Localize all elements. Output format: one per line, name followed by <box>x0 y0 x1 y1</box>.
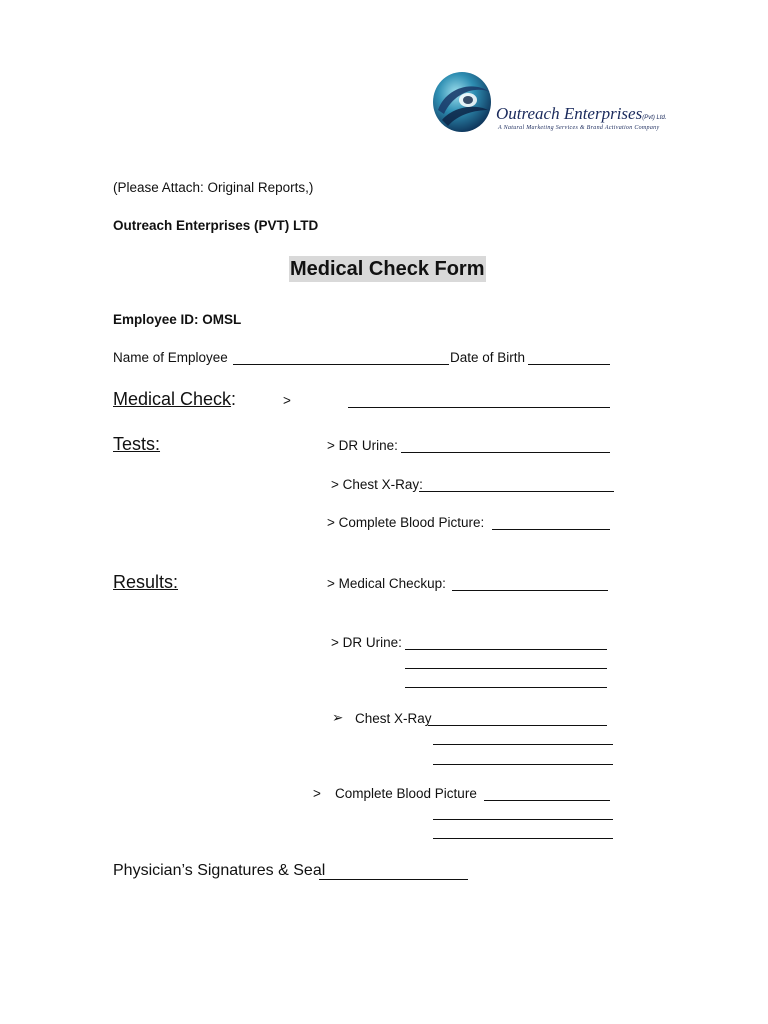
name-of-employee-field[interactable] <box>233 364 449 365</box>
medical-check-label: Medical Check <box>113 389 232 409</box>
medical-check-heading <box>113 389 236 410</box>
result-medical-checkup-field[interactable] <box>452 590 608 591</box>
result-chest-xray-bullet-icon: ➢ <box>332 710 344 725</box>
test-chest-xray-field[interactable] <box>419 491 614 492</box>
medical-check-field[interactable] <box>348 407 610 408</box>
test-dr-urine-field[interactable] <box>401 452 610 453</box>
result-dr-urine-field-3[interactable] <box>405 687 607 688</box>
date-of-birth-label: Date of Birth <box>450 350 526 365</box>
physician-signature-label: Physician’s Signatures & Seal <box>113 862 326 879</box>
result-chest-xray-field-1[interactable] <box>428 725 607 726</box>
date-of-birth-field[interactable] <box>528 364 610 365</box>
logo-company-name: Outreach Enterprises <box>496 104 643 123</box>
medical-check-arrow: > <box>283 393 291 408</box>
company-name: Outreach Enterprises (PVT) LTD <box>113 218 319 233</box>
globe-logo-icon <box>432 70 494 134</box>
test-chest-xray-label: > Chest X-Ray: <box>331 477 423 492</box>
result-chest-xray-label: Chest X-Ray <box>355 711 432 726</box>
test-cbp-field[interactable] <box>492 529 610 530</box>
result-dr-urine-label: > DR Urine: <box>331 635 402 650</box>
result-cbp-field-3[interactable] <box>433 838 613 839</box>
results-heading: Results: <box>113 572 179 592</box>
logo-suffix: (Pvt) Ltd. <box>642 115 667 121</box>
result-cbp-label: Complete Blood Picture <box>335 786 477 801</box>
logo-tagline: A Natural Marketing Services & Brand Activation Company <box>498 125 660 131</box>
employee-id-label: Employee ID: OMSL <box>113 312 242 327</box>
result-cbp-field-2[interactable] <box>433 819 613 820</box>
tests-heading: Tests: <box>113 434 161 454</box>
company-logo <box>432 70 667 135</box>
result-chest-xray-field-2[interactable] <box>433 744 613 745</box>
result-cbp-arrow: > <box>313 786 321 801</box>
result-chest-xray-field-3[interactable] <box>433 764 613 765</box>
result-medical-checkup-label: > Medical Checkup: <box>327 576 446 591</box>
name-of-employee-label: Name of Employee <box>113 350 228 365</box>
result-dr-urine-field-1[interactable] <box>405 649 607 650</box>
test-dr-urine-label: > DR Urine: <box>327 438 398 453</box>
physician-signature-field[interactable] <box>319 879 468 880</box>
result-dr-urine-field-2[interactable] <box>405 668 607 669</box>
result-cbp-field-1[interactable] <box>484 800 610 801</box>
form-title: Medical Check Form <box>290 258 485 280</box>
test-cbp-label: > Complete Blood Picture: <box>327 515 485 530</box>
attach-note: (Please Attach: Original Reports,) <box>113 180 314 195</box>
medical-check-colon: : <box>231 389 237 409</box>
